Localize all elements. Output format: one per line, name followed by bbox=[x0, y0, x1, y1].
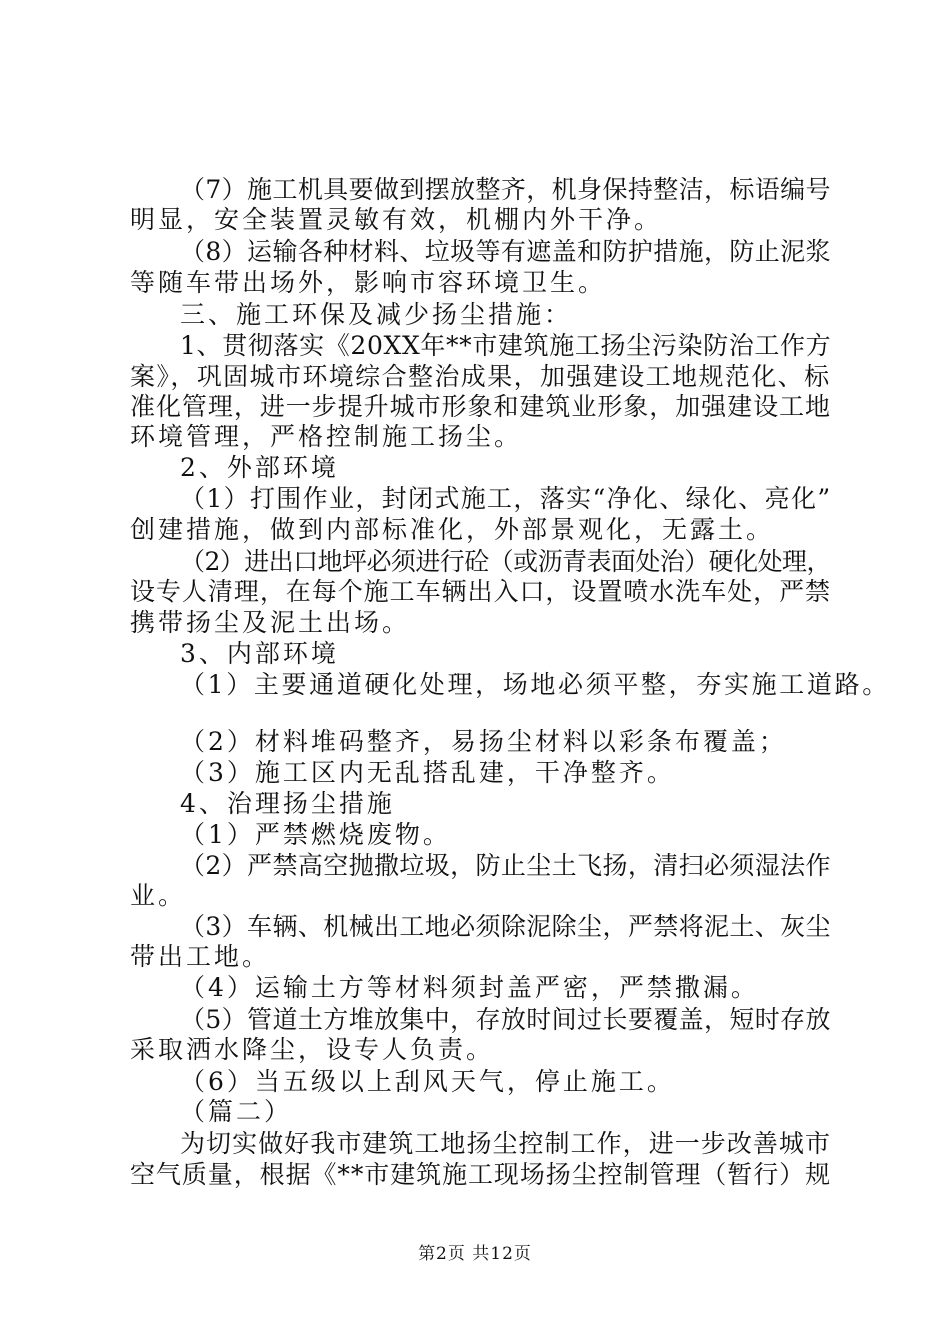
text-line: 4、治理扬尘措施 bbox=[180, 789, 395, 818]
text-line: 1、贯彻落实《20XX年**市建筑施工扬尘污染防治工作方 bbox=[180, 331, 832, 360]
text-line: 带出工地。 bbox=[130, 942, 271, 971]
text-line: 2、外部环境 bbox=[180, 453, 339, 482]
text-line: （5）管道土方堆放集中，存放时间过长要覆盖，短时存放 bbox=[180, 1005, 831, 1034]
text-line: （4）运输土方等材料须封盖严密，严禁撒漏。 bbox=[180, 973, 759, 1002]
text-line: 案》，巩固城市环境综合整治成果，加强建设工地规范化、标 bbox=[130, 362, 831, 391]
text-line: 设专人清理，在每个施工车辆出入口，设置喷水洗车处，严禁 bbox=[130, 577, 832, 606]
text-line: （8）运输各种材料、垃圾等有遮盖和防护措施，防止泥浆 bbox=[180, 237, 831, 266]
text-line: 为切实做好我市建筑工地扬尘控制工作，进一步改善城市 bbox=[180, 1129, 832, 1158]
text-line: 采取洒水降尘，设专人负责。 bbox=[130, 1035, 495, 1064]
text-line: 创建措施，做到内部标准化，外部景观化，无露土。 bbox=[130, 515, 775, 544]
text-line: （7）施工机具要做到摆放整齐，机身保持整洁，标语编号 bbox=[180, 175, 831, 204]
text-line: 空气质量，根据《**市建筑施工现场扬尘控制管理（暂行）规 bbox=[130, 1160, 832, 1189]
text-line: 明显，安全装置灵敏有效，机棚内外干净。 bbox=[130, 205, 663, 234]
text-line: 准化管理，进一步提升城市形象和建筑业形象，加强建设工地 bbox=[130, 392, 832, 421]
text-line: （3）车辆、机械出工地必须除泥除尘，严禁将泥土、灰尘 bbox=[180, 912, 831, 941]
text-line: （2）严禁高空抛撒垃圾，防止尘土飞扬，清扫必须湿法作 bbox=[180, 851, 831, 880]
text-line: 业。 bbox=[130, 881, 187, 910]
text-line: 环境管理，严格控制施工扬尘。 bbox=[130, 422, 523, 451]
text-line: （2）材料堆码整齐，易扬尘材料以彩条布覆盖； bbox=[180, 727, 787, 756]
text-line: （1）主要通道硬化处理，场地必须平整，夯实施工道路。 bbox=[180, 670, 890, 699]
text-line: （6）当五级以上刮风天气，停止施工。 bbox=[180, 1067, 675, 1096]
text-line: （1）严禁燃烧废物。 bbox=[180, 820, 451, 849]
text-line: 携带扬尘及泥土出场。 bbox=[130, 608, 411, 637]
text-line: （2）进出口地坪必须进行砼（或沥青表面处治）硬化处理， bbox=[180, 547, 831, 576]
text-line: 3、内部环境 bbox=[180, 639, 339, 668]
text-line: （1）打围作业，封闭式施工，落实“净化、绿化、亮化” bbox=[180, 484, 832, 513]
text-line: （3）施工区内无乱搭乱建，干净整齐。 bbox=[180, 758, 675, 787]
text-line: 三、施工环保及减少扬尘措施： bbox=[180, 300, 573, 329]
text-line: （篇二） bbox=[180, 1097, 293, 1126]
page-footer: 第2页 共12页 bbox=[418, 1244, 532, 1264]
text-line: 等随车带出场外，影响市容环境卫生。 bbox=[130, 268, 607, 297]
